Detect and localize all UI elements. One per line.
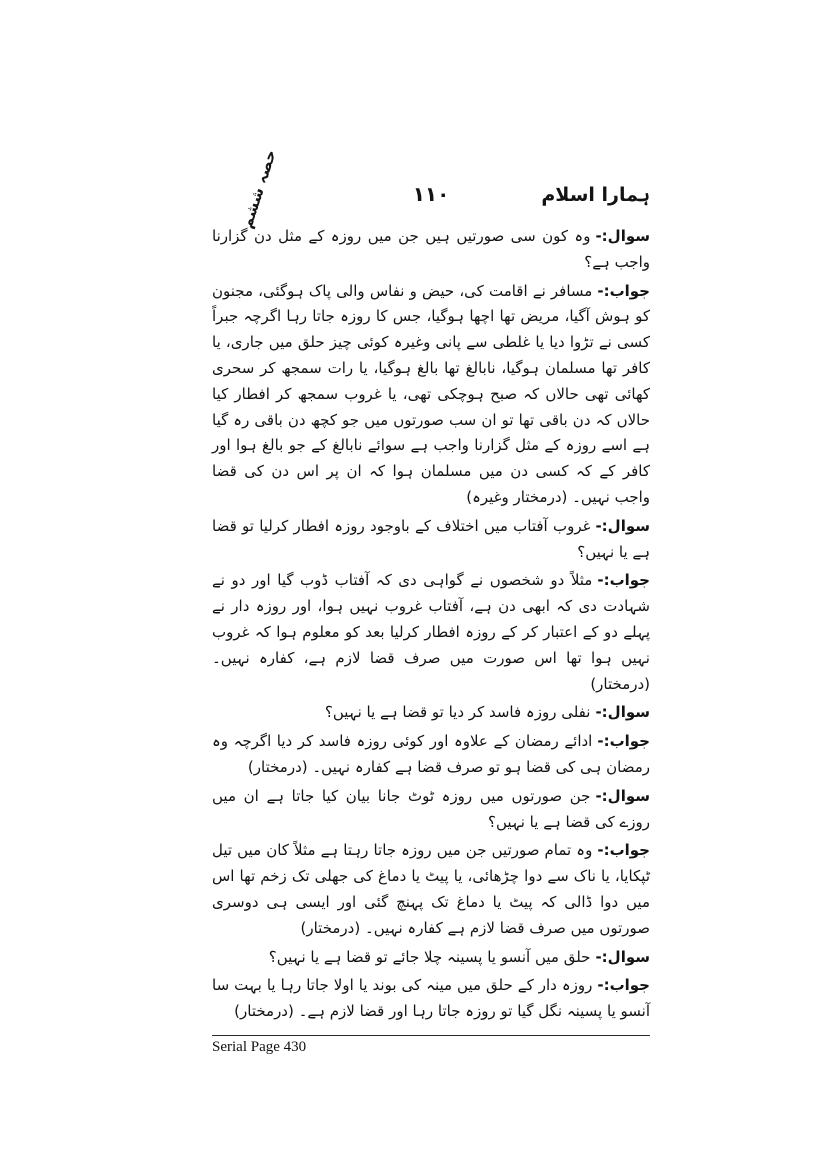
qa-block-2 [212, 514, 650, 698]
qa-block-5 [212, 945, 650, 1025]
question [212, 945, 650, 971]
part-label: حصہ ششم [237, 147, 280, 231]
answer-label: جواب:- [597, 281, 650, 300]
question-text: جن صورتوں میں روزہ ٹوٹ جانا بیان کیا جاتا ہے ان میں روزے کی قضا ہے یا نہیں؟ [212, 786, 650, 831]
question [212, 700, 650, 726]
answer-label: جواب:- [597, 841, 650, 860]
question-label: سوال:- [595, 703, 650, 722]
qa-block-3 [212, 700, 650, 780]
question [212, 224, 650, 276]
qa-block-1 [212, 224, 650, 511]
page-number: ۱۱۰ [412, 182, 450, 206]
answer [212, 838, 650, 941]
question-label: سوال:- [595, 786, 650, 805]
answer [212, 973, 650, 1025]
qa-block-4 [212, 784, 650, 942]
question-text: وہ کون سی صورتیں ہیں جن میں روزہ کے مثل دن گزارنا واجب ہے؟ [212, 227, 650, 271]
serial-page-label: Serial Page 430 [212, 1038, 307, 1055]
answer-text: روزہ دار کے حلق میں مینہ کی بوند یا اولا جاتا رہا یا بہت سا آنسو یا پسینہ نگل گیا تو روزہ جاتا رہا اور قضا لازم ہے۔ (درمختار) [212, 976, 650, 1021]
answer-text: مسافر نے اقامت کی، حیض و نفاس والی پاک ہوگئی، مجنون کو ہوش آگیا، مریض تھا اچھا ہوگیا، جس کا روزہ جاتا رہا اگرچہ جبراً کسی نے تڑوا دیا یا غلطی سے پانی وغیرہ کوئی چیز حلق میں جاری، یا کافر تھا مسلمان ہوگیا، نابالغ تھا بالغ ہوگیا، یا رات سمجھ کر سحری کھائی تھی حالاں کہ صبح ہوچکی تھی، یا غروب سمجھ کر افطار کیا حالاں کہ دن باقی تھا تو ان سب صورتوں میں جو کچھ دن باقی رہ گیا ہے اسے روزہ کے مثل گزارنا واجب ہے سوائے نابالغ کے جو بالغ ہوا اور کافر کے کہ کسی دن میں مسلمان ہوا کہ ان پر اس دن کی قضا واجب نہیں۔ (درمختار وغیرہ) [212, 281, 650, 506]
question-label: سوال:- [595, 227, 650, 245]
question [212, 784, 650, 836]
answer-text: ادائے رمضان کے علاوہ اور کوئی روزہ فاسد کر دیا اگرچہ وہ رمضان ہی کی قضا ہو تو صرف قضا ہے کفارہ نہیں۔ (درمختار) [212, 732, 650, 776]
page-header [212, 147, 650, 231]
page-body [212, 224, 650, 1025]
book-page [212, 147, 650, 1056]
book-title: ہمارا اسلام [541, 184, 650, 206]
question-label: سوال:- [595, 947, 650, 966]
answer-label: جواب:- [597, 976, 650, 995]
answer-text: مثلاً دو شخصوں نے گواہی دی کہ آفتاب ڈوب گیا اور دو نے شہادت دی کہ ابھی دن ہے، آفتاب غروب نہیں ہوا، اور روزہ دار نے پہلے دو کے اعتبار کر کے روزہ افطار کرلیا بعد کو معلوم ہوا کہ غروب نہیں ہوا تھا اس صورت میں صرف قضا لازم ہے، کفارہ نہیں۔ (درمختار) [212, 571, 650, 693]
answer-label: جواب:- [597, 571, 650, 590]
question-text: نفلی روزہ فاسد کر دیا تو قضا ہے یا نہیں؟ [324, 703, 591, 722]
question [212, 514, 650, 566]
question-text: غروب آفتاب میں اختلاف کے باوجود روزہ افطار کرلیا تو قضا ہے یا نہیں؟ [212, 516, 650, 561]
answer-text: وہ تمام صورتیں جن میں روزہ جاتا رہتا ہے مثلاً کان میں تیل ٹپکایا، یا ناک سے دوا چڑھائی، یا پیٹ یا دماغ کی جھلی تک زخم تھا اس میں دوا ڈالی کہ پیٹ یا دماغ تک پہنچ گئی اور ایسی ہی دوسری صورتوں میں صرف قضا لازم ہے کفارہ نہیں۔ (درمختار) [212, 841, 650, 937]
question-label: سوال:- [595, 516, 650, 535]
answer [212, 729, 650, 781]
answer [212, 279, 650, 511]
question-text: حلق میں آنسو یا پسینہ چلا جائے تو قضا ہے یا نہیں؟ [268, 947, 591, 966]
page-footer [212, 1035, 650, 1056]
footer-rule [212, 1035, 650, 1036]
answer-label: جواب:- [597, 732, 650, 751]
answer [212, 568, 650, 697]
